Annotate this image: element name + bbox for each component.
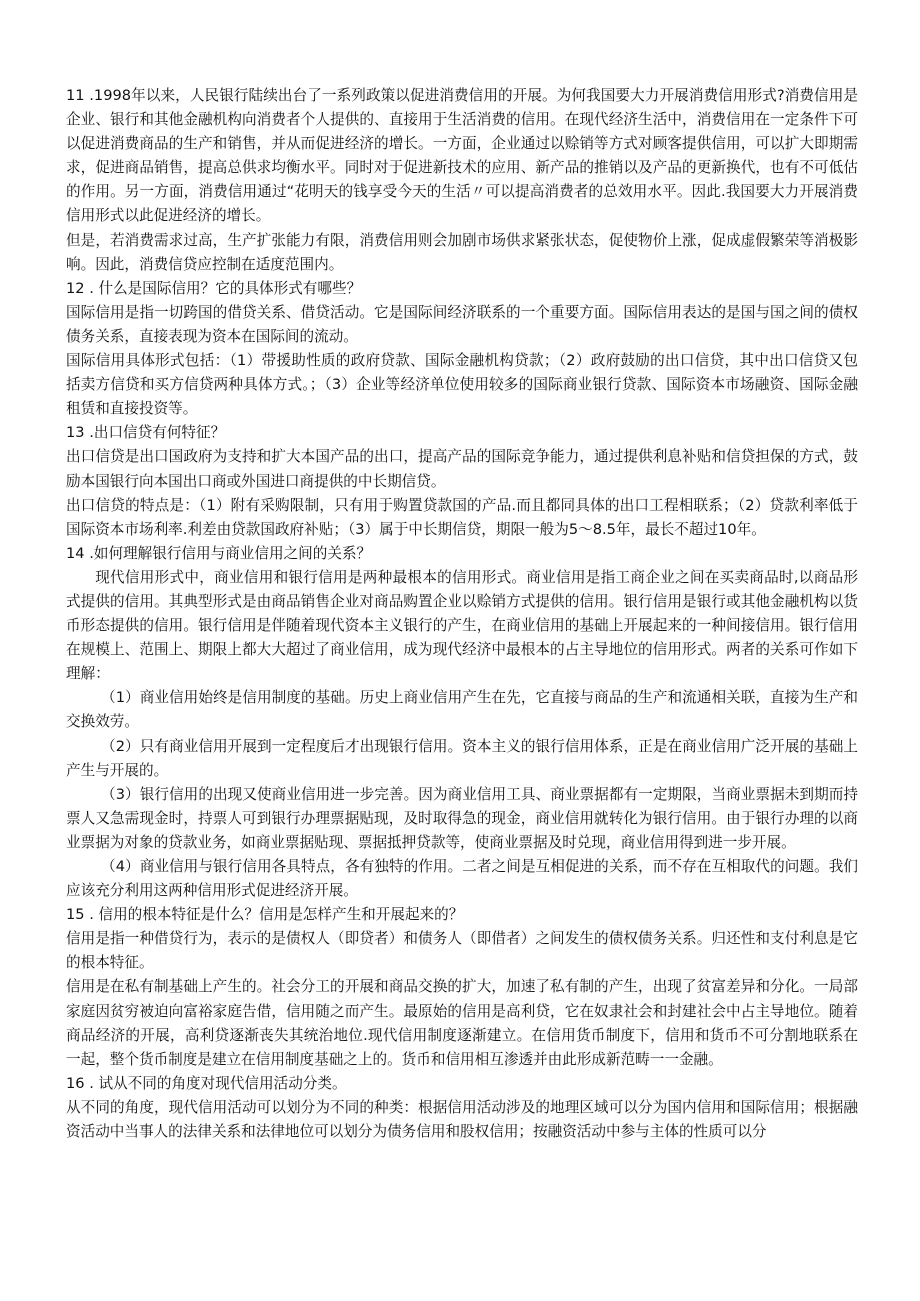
paragraph-q13-definition: 出口信贷是出口国政府为支持和扩大本国产品的出口，提高产品的国际竞争能力，通过提供利息补贴和信贷担保的方式，鼓励本国银行向本国出口商或外国进口商提供的中长期信贷。 [66, 448, 858, 490]
paragraph-q15-definition: 信用是指一种借贷行为，表示的是债权人（即贷者）和债务人（即借者）之间发生的债权债务关系。归还性和支付利息是它的根本特征。 [66, 930, 858, 972]
paragraph-q13-features: 出口信贷的特点是：（1）附有采购限制，只有用于购置贷款国的产品.而且都同具体的出口工程相联系；（2）贷款利率低于国际资本市场利率.利差由贷款国政府补贴；（3）属于中长期信贷，期限一般为5〜8.5年，最长不超过10年。 [66, 496, 858, 538]
question-15: 15 . 信用的根本特征是什么？信用是怎样产生和开展起来的？ [66, 906, 464, 924]
paragraph-q15-origin: 信用是在私有制基础上产生的。社会分工的开展和商品交换的扩大，加速了私有制的产生，出现了贫富差异和分化。一局部家庭因贫穷被迫向富裕家庭告借，信用随之而产生。最原始的信用是高利贷，它在奴隶社会和封建社会中占主导地位。随着商品经济的开展，高利贷逐渐丧失其统治地位.现代信用制度逐渐建立。在信用货币制度下，信用和货币不可分割地联系在一起，整个货币制度是建立在信用制度基础之上的。货币和信用相互渗透并由此形成新范畴一一金融。 [66, 978, 858, 1068]
paragraph-q16-classification: 从不同的角度，现代信用活动可以划分为不同的种类：根据信用活动涉及的地理区域可以分为国内信用和国际信用；根据融资活动中当事人的法律关系和法律地位可以划分为债务信用和股权信用；按融资活动中参与主体的性质可以分 [66, 1098, 858, 1141]
paragraph-q11-answer: 11 .1998年以来，人民银行陆续出台了一系列政策以促进消费信用的开展。为何我国要大力开展消费信用形式?消费信用是企业、银行和其他金融机构向消费者个人提供的、直接用于生活消费的信用。在现代经济生活中，消费信用在一定条件下可以促进消费商品的生产和销售，并从而促进经济的增长。一方面，企业通过以赊销等方式对顾客提供信用，可以扩大即期需求，促进商品销售，提高总供求均衡水平。同时对于促进新技术的应用、新产品的推销以及产品的更新换代，也有不可低估的作用。另一方面，消费信用通过“花明天的钱享受今天的生活〃可以提高消费者的总效用水平。因此.我国要大力开展消费信用形式以此促进经济的增长。 [66, 87, 858, 225]
paragraph-q12-definition: 国际信用是指一切跨国的借贷关系、借贷活动。它是国际间经济联系的一个重要方面。国际信用表达的是国与国之间的债权债务关系，直接表现为资本在国际间的流动。 [66, 303, 858, 345]
paragraph-q11-caveat: 但是，若消费需求过高，生产扩张能力有限，消费信用则会加剧市场供求紧张状态，促使物价上涨，促成虚假繁荣等消极影响。因此，消费信贷应控制在适度范围内。 [66, 231, 858, 273]
paragraph-q14-point-3: （3）银行信用的出现又使商业信用进一步完善。因为商业信用工具、商业票据都有一定期限，当商业票据未到期而持票人又急需现金时，持票人可到银行办理票据贴现，及时取得急的现金，商业信用就转化为银行信用。由于银行办理的以商业票据为对象的贷款业务，如商业票据贴现、票据抵押贷款等，使商业票据及时兑现，商业信用得到进一步开展。 [66, 785, 858, 851]
paragraph-q14-intro: 现代信用形式中，商业信用和银行信用是两种最根本的信用形式。商业信用是指工商企业之间在买卖商品时,以商品形式提供的信用。其典型形式是由商品销售企业对商品购置企业以赊销方式提供的信用。银行信用是银行或其他金融机构以货币形态提供的信用。银行信用是伴随着现代资本主义银行的产生，在商业信用的基础上开展起来的一种间接信用。银行信用在规模上、范围上、期限上都大大超过了商业信用，成为现代经济中最根本的占主导地位的信用形式。两者的关系可作如下理解： [66, 568, 858, 683]
paragraph-q14-point-1: （1）商业信用始终是信用制度的基础。历史上商业信用产生在先，它直接与商品的生产和流通相关联，直接为生产和交换效劳。 [66, 689, 858, 731]
question-16: 16 . 试从不同的角度对现代信用活动分类。 [66, 1074, 347, 1092]
question-14: 14 .如何理解银行信用与商业信用之间的关系？ [66, 544, 372, 562]
paragraph-q14-point-2: （2）只有商业信用开展到一定程度后才出现银行信用。资本主义的银行信用体系，正是在商业信用广泛开展的基础上产生与开展的。 [66, 737, 858, 779]
paragraph-q12-forms: 国际信用具体形式包括：（1）带援助性质的政府贷款、国际金融机构贷款；（2）政府鼓励的出口信贷，其中出口信贷又包括卖方信贷和买方信贷两种具体方式。；（3）企业等经济单位使用较多的国际商业银行贷款、国际资本市场融资、国际金融租赁和直接投资等。 [66, 352, 858, 418]
question-12: 12 . 什么是国际信用？它的具体形式有哪些？ [66, 279, 362, 297]
paragraph-q14-point-4: （4）商业信用与银行信用各具特点，各有独特的作用。二者之间是互相促进的关系，而不存在互相取代的问题。我们应该充分利用这两种信用形式促进经济开展。 [66, 858, 858, 900]
question-13: 13 .出口信贷有何特征？ [66, 424, 226, 442]
